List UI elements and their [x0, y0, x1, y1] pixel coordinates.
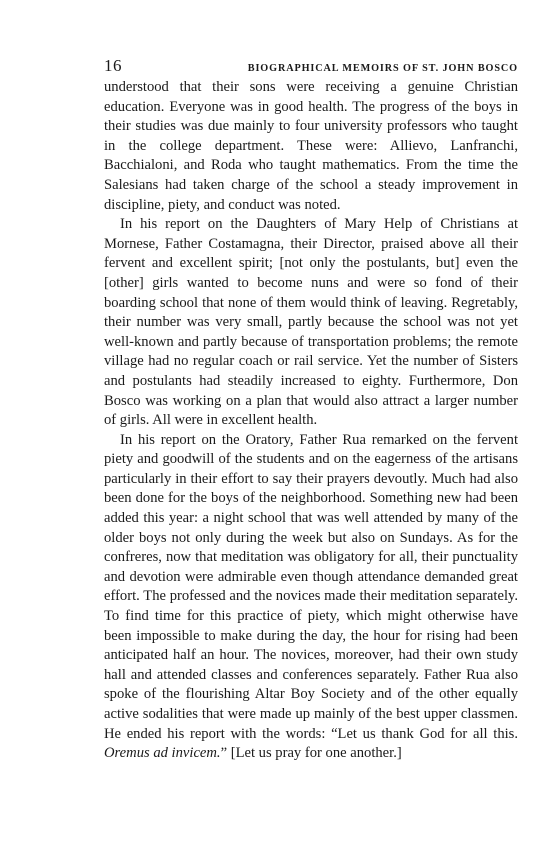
- paragraph-2: In his report on the Daughters of Mary Help of Christians at Mornese, Father Costamagna, their Director, praised above all their fervent and excellent spirit; [not only the postulants, but] even the [other] girls wanted to become nuns and were so fond of their boarding school that none of them would think of leaving. Regretably, their number was very small, partly because the school was not yet well-known and partly because of transportation problems; the remote village had no regular coach or rail service. Yet the number of Sisters and postulants had steadily increased to eighty. Furthermore, Don Bosco was working on a plan that would also attract a larger number of girls. All were in excellent health.: [104, 216, 518, 429]
- body-text: [104, 78, 518, 764]
- paragraph-3: [104, 431, 518, 764]
- paragraph-3-ending: ” [Let us pray for one another.]: [220, 745, 402, 762]
- paragraph-3-latin-phrase: Oremus ad invicem.: [104, 745, 221, 762]
- running-title: BIOGRAPHICAL MEMOIRS OF ST. JOHN BOSCO: [247, 63, 518, 74]
- paragraph-1: understood that their sons were receiving a genuine Christian education. Everyone was in good health. The progress of the boys in their studies was due mainly to four university professors who taught in the college department. These were: Allievo, Lanfranchi, Bacchialoni, and Roda who taught mathematics. From the time the Salesians had taken charge of the school a steady improvement in discipline, piety, and conduct was noted.: [104, 79, 518, 213]
- page-number: 16: [104, 56, 122, 75]
- book-page: [104, 56, 518, 764]
- paragraph-3-text: In his report on the Oratory, Father Rua remarked on the fervent piety and goodwill of the students and on the eagerness of the artisans particularly in their effort to say their prayers devoutly. Much had also been done for the boys of the neighborhood. Something new had been added this year: a night school that was well attended by many of the older boys not only during the week but also on Sundays. As for the confreres, now that meditation was obligatory for all, their punctuality and devotion were admirable even though attendance demanded great effort. The professed and the novices made their meditation separately. To find time for this practice of piety, which might otherwise have been impossible to make during the day, the hour for rising had been anticipated half an hour. The novices, moreover, had their own study hall and attended classes and conferences separately. Father Rua also spoke of the flourishing Altar Boy Society and of the other equally active sodalities that were made up mainly of the best upper classmen. He ended his report with the words: “Let us thank God for all this.: [104, 431, 518, 742]
- running-header: [104, 56, 518, 78]
